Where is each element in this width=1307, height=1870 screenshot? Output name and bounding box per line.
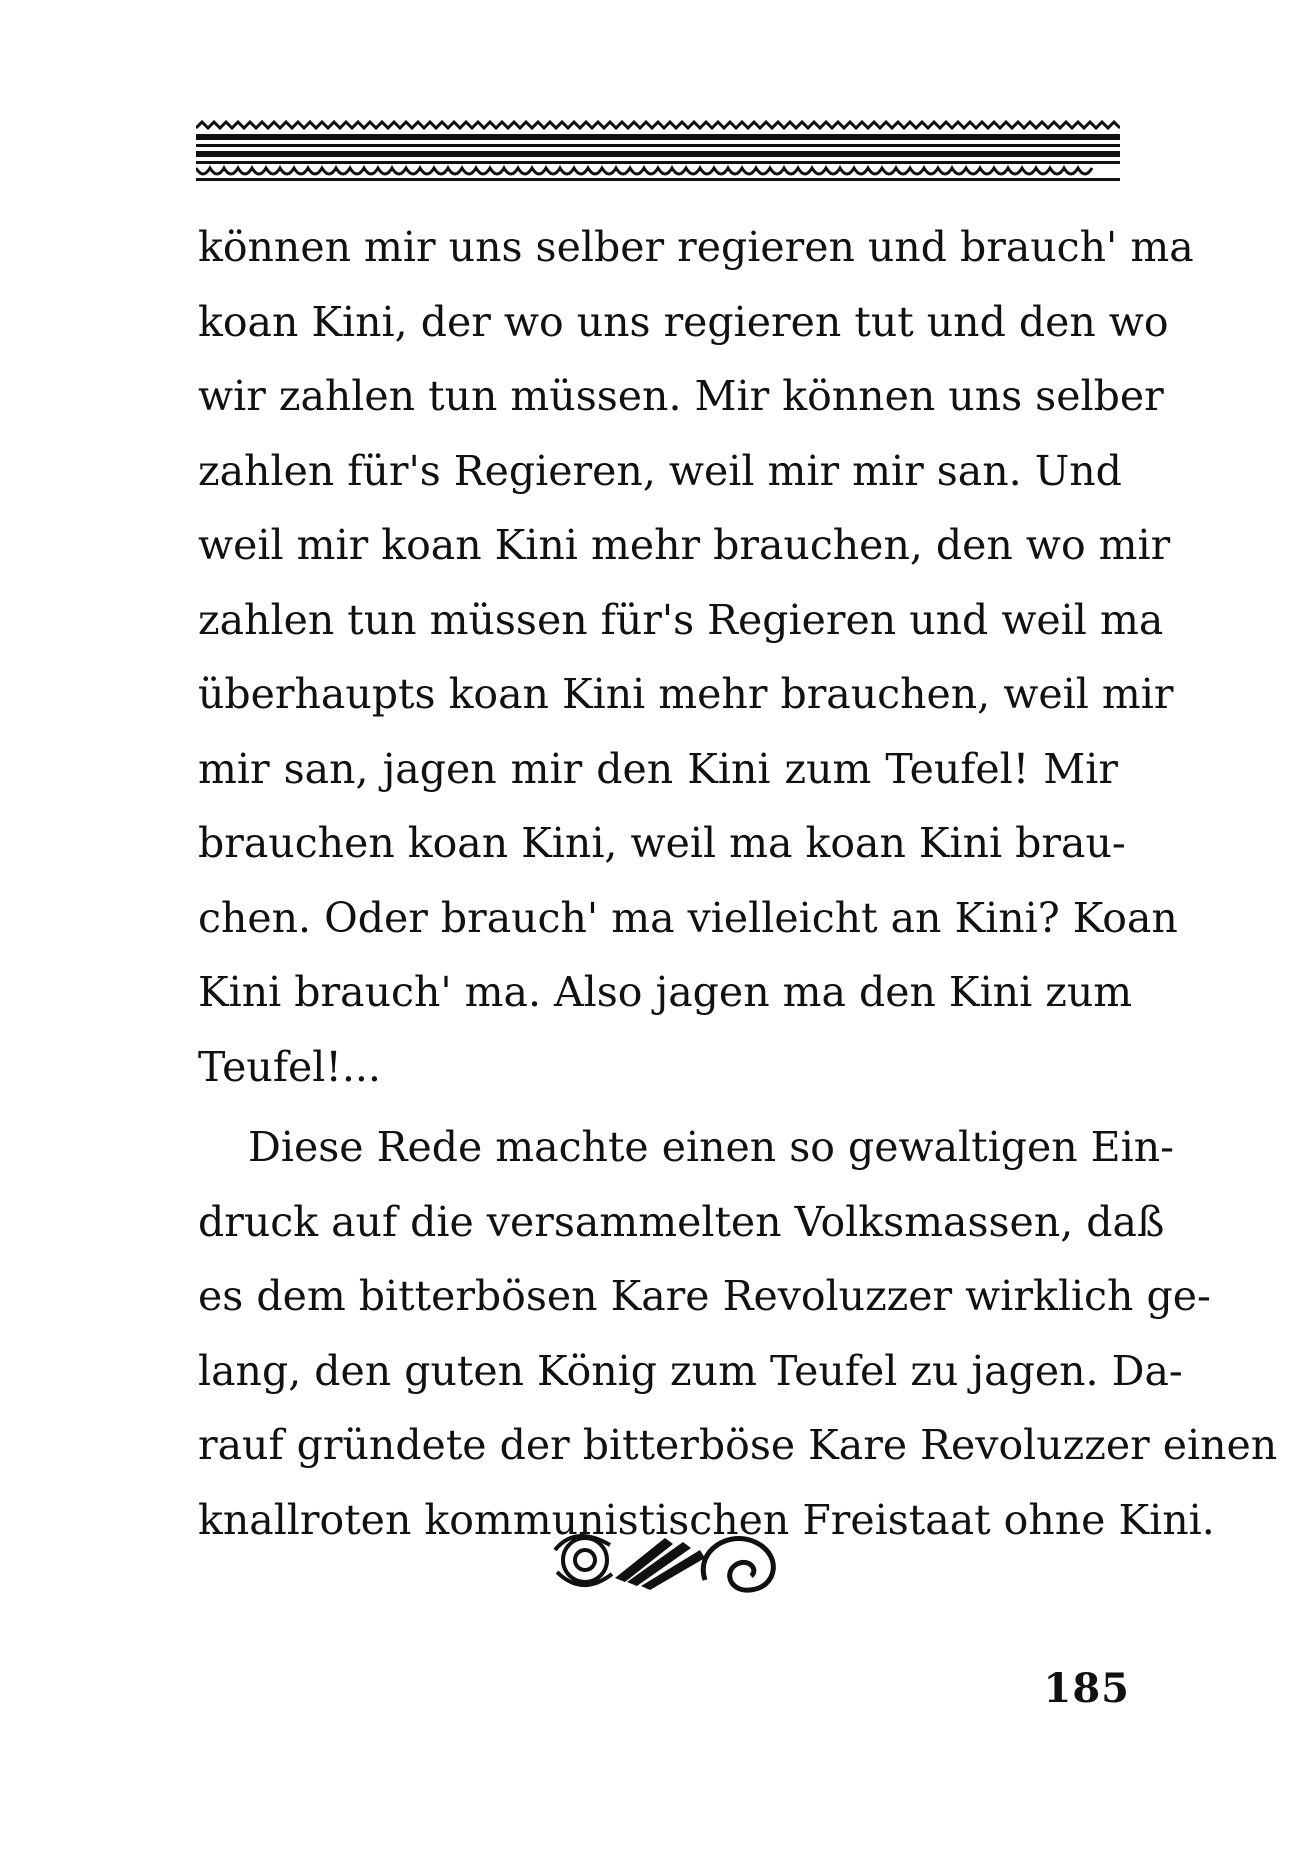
text-line: Teufel!... [198, 1042, 381, 1091]
text-line: druck auf die versammelten Volksmassen, daß [198, 1197, 1165, 1246]
text-line: lang, den guten König zum Teufel zu jagen. Da- [198, 1346, 1183, 1395]
text-line: weil mir koan Kini mehr brauchen, den wo mir [198, 521, 1171, 569]
header-zigzag-top [196, 122, 1120, 128]
text-line: brauchen koan Kini, weil ma koan Kini brau- [198, 819, 1126, 867]
header-scallop-bottom [196, 168, 1092, 174]
paragraph-1 [198, 210, 1194, 1104]
text-line: zahlen für's Regieren, weil mir mir san. Und [198, 446, 1122, 495]
paragraph-2 [198, 1110, 1278, 1557]
header-rule [196, 151, 1120, 157]
text-line: wir zahlen tun müssen. Mir können uns selber [198, 372, 1164, 420]
text-line: koan Kini, der wo uns regieren tut und den wo [198, 297, 1169, 346]
text-line: können mir uns selber regieren und brauch' ma [198, 223, 1194, 271]
text-line: Kini brauch' ma. Also jagen ma den Kini zum [198, 968, 1133, 1016]
text-line: es dem bitterbösen Kare Revoluzzer wirklich ge- [198, 1272, 1211, 1320]
text-line: rauf gründete der bitterböse Kare Revoluzzer einen [198, 1421, 1278, 1469]
tailpiece-ornament-icon [545, 1520, 790, 1600]
text-line: überhaupts koan Kini mehr brauchen, weil mir [198, 670, 1174, 718]
text-line: mir san, jagen mir den Kini zum Teufel! Mir [198, 744, 1118, 793]
body-text [198, 210, 1278, 1557]
text-line: zahlen tun müssen für's Regieren und weil ma [198, 595, 1164, 644]
header-rule [196, 144, 1120, 147]
text-line: Diese Rede machte einen so gewaltigen Ein- [248, 1123, 1174, 1171]
header-rule [196, 161, 1120, 164]
header-ornament-border [196, 120, 1120, 186]
header-rule [196, 134, 1120, 140]
text-line: chen. Oder brauch' ma vielleicht an Kini? Koan [198, 893, 1178, 942]
text-line: knallroten kommunistischen Freistaat ohne Kini. [198, 1495, 1215, 1544]
page-number: 185 [1043, 1665, 1130, 1712]
